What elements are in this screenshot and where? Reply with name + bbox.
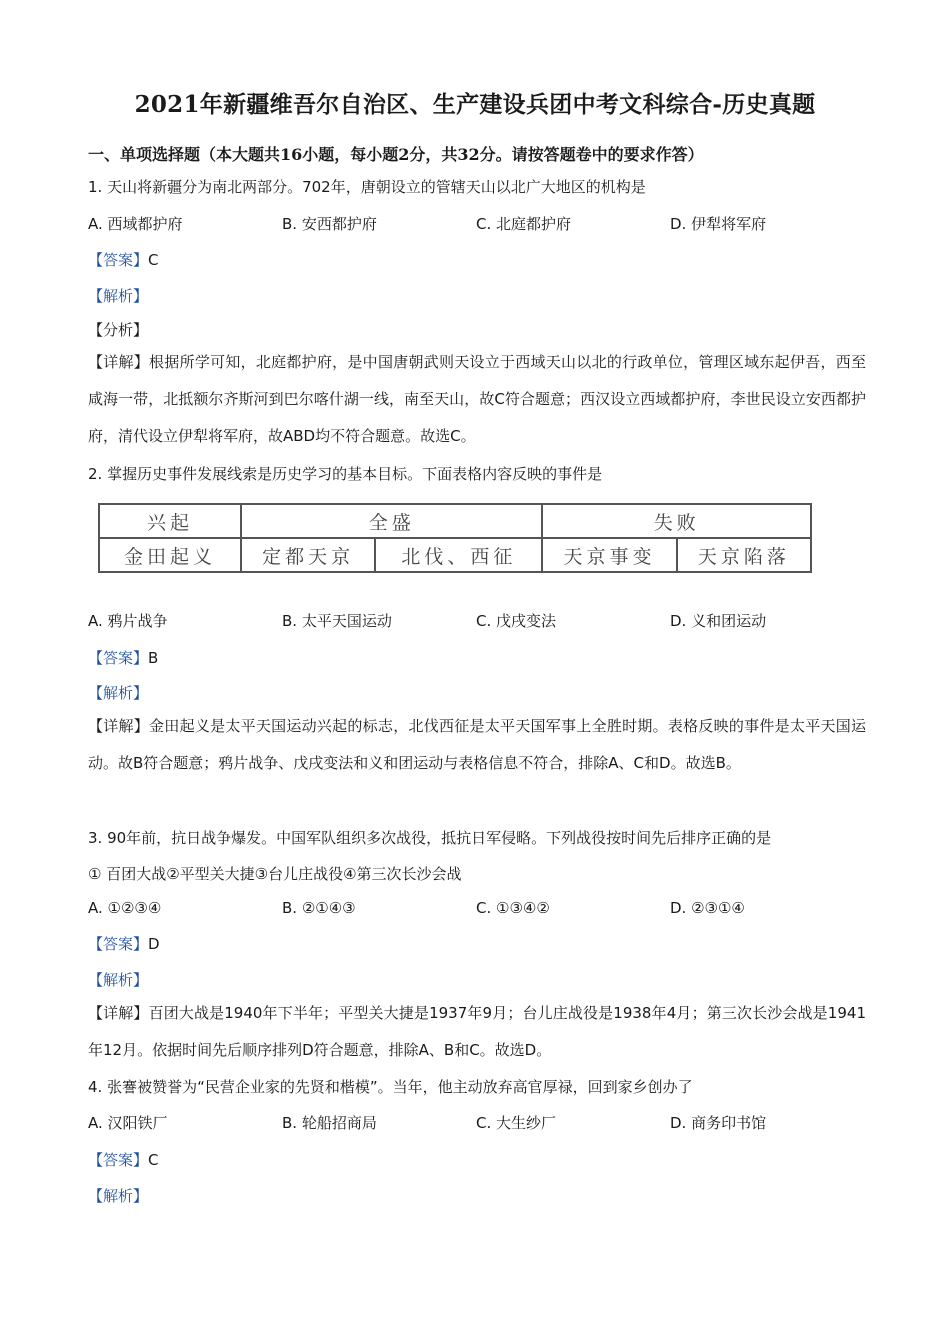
table-cell: 金田起义 <box>99 538 241 572</box>
detail-tag: 【详解】 <box>88 353 150 371</box>
table-cell: 天京陷落 <box>677 538 811 572</box>
detail-text: 百团大战是1940年下半年；平型关大捷是1937年9月；台儿庄战役是1938年4月；第三次长沙会战是1941年12月。依据时间先后顺序排列D符合题意，排除A、B和C。故选D。 <box>88 1004 866 1059</box>
question-3-stem: 3. 90年前，抗日战争爆发。中国军队组织多次战役，抵抗日军侵略。下列战役按时间先后排序正确的是 <box>88 829 772 847</box>
option-d: D. 商务印书馆 <box>670 1114 767 1132</box>
table-cell: 天京事变 <box>542 538 676 572</box>
table-row <box>99 538 811 572</box>
table-header: 全盛 <box>241 504 542 538</box>
question-3-answer <box>88 934 160 954</box>
question-3-sub: ① 百团大战②平型关大捷③台儿庄战役④第三次长沙会战 <box>88 865 462 883</box>
table-header: 兴起 <box>99 504 241 538</box>
table-header: 失败 <box>542 504 811 538</box>
answer-tag: 【答案】 <box>88 935 149 953</box>
question-4-answer <box>88 1150 159 1170</box>
question-1-answer <box>88 250 159 270</box>
option-c: C. ①③④② <box>476 899 550 917</box>
answer-value: B <box>148 649 159 667</box>
option-c: C. 戊戌变法 <box>476 612 557 630</box>
option-c: C. 大生纱厂 <box>476 1114 557 1132</box>
option-d: D. ②③①④ <box>670 899 745 917</box>
question-1-fenxi-tag: 【分析】 <box>88 321 149 339</box>
option-d: D. 伊犁将军府 <box>670 215 767 233</box>
answer-tag: 【答案】 <box>88 649 149 667</box>
option-c: C. 北庭都护府 <box>476 215 572 233</box>
answer-value: C <box>148 251 159 269</box>
question-4-analysis-tag: 【解析】 <box>88 1187 149 1205</box>
option-d: D. 义和团运动 <box>670 612 767 630</box>
answer-value: D <box>148 935 160 953</box>
option-a: A. 鸦片战争 <box>88 612 168 630</box>
option-a: A. 汉阳铁厂 <box>88 1114 168 1132</box>
question-2-analysis-tag: 【解析】 <box>88 684 149 702</box>
answer-tag: 【答案】 <box>88 1151 149 1169</box>
option-a: A. ①②③④ <box>88 899 162 917</box>
table-cell: 定都天京 <box>241 538 375 572</box>
detail-tag: 【详解】 <box>88 1004 149 1022</box>
question-2-detail <box>88 708 866 782</box>
answer-value: C <box>148 1151 159 1169</box>
detail-text: 金田起义是太平天国运动兴起的标志，北伐西征是太平天国军事上全胜时期。表格反映的事件是太平天国运动。故B符合题意；鸦片战争、戊戌变法和义和团运动与表格信息不符合，排除A、C和D。故选B。 <box>88 717 866 772</box>
option-b: B. 太平天国运动 <box>282 612 392 630</box>
question-1-detail <box>88 344 866 455</box>
table-cell: 北伐、西征 <box>375 538 542 572</box>
option-b: B. 轮船招商局 <box>282 1114 377 1132</box>
question-4-stem: 4. 张謇被赞誉为“民营企业家的先贤和楷模”。当年，他主动放弃高官厚禄，回到家乡创办了 <box>88 1078 693 1096</box>
answer-tag: 【答案】 <box>88 251 149 269</box>
question-3-detail <box>88 995 866 1069</box>
detail-tag: 【详解】 <box>88 717 150 735</box>
option-b: B. ②①④③ <box>282 899 356 917</box>
table-header-row <box>99 504 811 538</box>
option-b: B. 安西都护府 <box>282 215 377 233</box>
question-2-stem: 2. 掌握历史事件发展线索是历史学习的基本目标。下面表格内容反映的事件是 <box>88 465 603 483</box>
section-heading: 一、单项选择题（本大题共16小题，每小题2分，共32分。请按答题卷中的要求作答） <box>88 145 704 164</box>
question-3-analysis-tag: 【解析】 <box>88 971 149 989</box>
question-1-analysis-tag: 【解析】 <box>88 287 149 305</box>
question-2-answer <box>88 648 158 668</box>
page-title: 2021年新疆维吾尔自治区、生产建设兵团中考文科综合-历史真题 <box>134 91 816 118</box>
question-1-stem: 1. 天山将新疆分为南北两部分。702年，唐朝设立的管辖天山以北广大地区的机构是 <box>88 178 646 196</box>
option-a: A. 西域都护府 <box>88 215 183 233</box>
events-table <box>98 503 812 573</box>
detail-text: 根据所学可知，北庭都护府，是中国唐朝武则天设立于西域天山以北的行政单位，管理区域东起伊吾，西至咸海一带，北抵额尔齐斯河到巴尔喀什湖一线，南至天山，故C符合题意；西汉设立西域都护府，李世民设立安西都护府，清代设立伊犁将军府，故ABD均不符合题意。故选C。 <box>88 353 866 445</box>
